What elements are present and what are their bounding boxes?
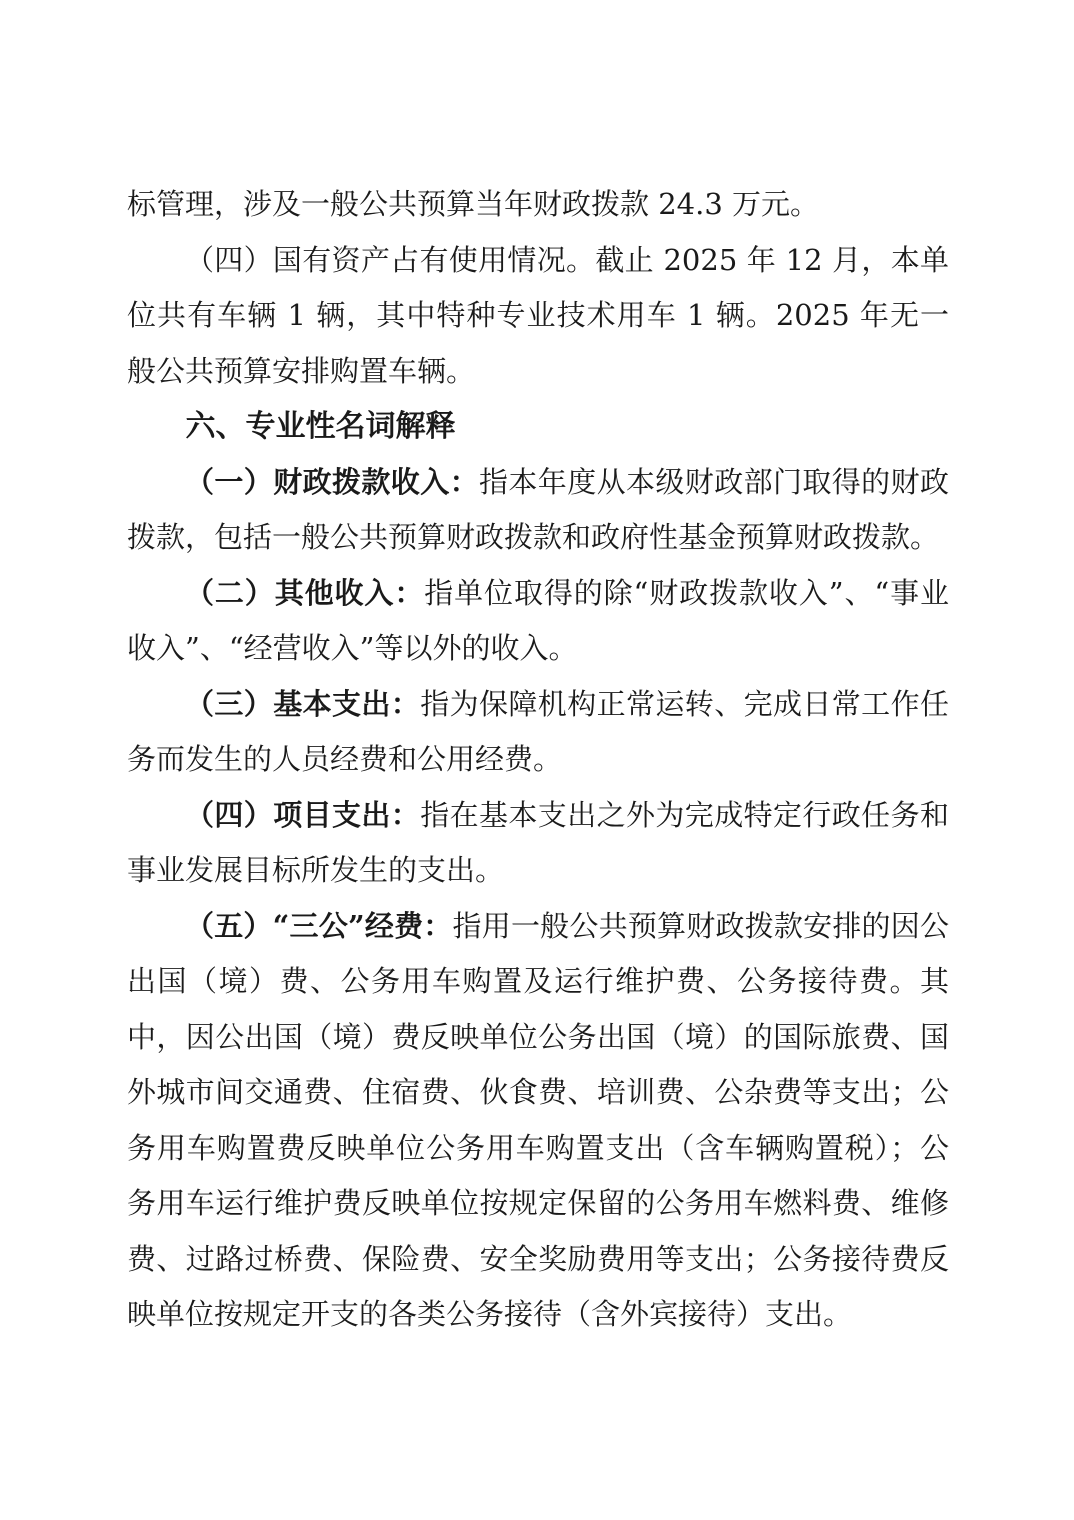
term-name: （四）项目支出： [185,797,421,832]
term-definition-basic-expenditure [127,677,949,788]
term-definition-other-income [127,566,949,677]
paragraph-budget-management-continuation: 标管理，涉及一般公共预算当年财政拨款 24.3 万元。 [127,187,820,221]
term-text: 指在基本支出之外为完成特定行政任务和事业发展目标所发生的支出。 [127,797,949,887]
term-text: 指本年度从本级财政部门取得的财政拨款，包括一般公共预算财政拨款和政府性基金预算财政拨款。 [127,464,949,554]
term-text: 指为保障机构正常运转、完成日常工作任务而发生的人员经费和公用经费。 [127,686,949,776]
section-heading-term-definitions: 六、专业性名词解释 [185,409,456,444]
term-definition-project-expenditure [127,788,949,899]
term-name: （一）财政拨款收入： [185,464,479,499]
term-text: 指用一般公共预算财政拨款安排的因公出国（境）费、公务用车购置及运行维护费、公务接待费。其中，因公出国（境）费反映单位公务出国（境）的国际旅费、国外城市间交通费、住宿费、伙食费、培训费、公杂费等支出；公务用车购置费反映单位公务用车购置支出（含车辆购置税）；公务用车运行维护费反映单位按规定保留的公务用车燃料费、维修费、过路过桥费、保险费、安全奖励费用等支出；公务接待费反映单位按规定开支的各类公务接待（含外宾接待）支出。 [127,908,949,1331]
term-definition-fiscal-appropriation-income [127,455,949,566]
term-name: （三）基本支出： [185,686,421,721]
term-definition-three-public-funds [127,899,949,1343]
term-name: （五）“三公”经费： [185,908,453,943]
term-text: 指单位取得的除“财政拨款收入”、“事业收入”、“经营收入”等以外的收入。 [127,575,949,665]
paragraph-state-assets-usage: （四）国有资产占有使用情况。截止 2025 年 12 月，本单位共有车辆 1 辆，其中特种专业技术用车 1 辆。2025 年无一般公共预算安排购置车辆。 [127,242,949,388]
term-name: （二）其他收入： [185,575,425,610]
